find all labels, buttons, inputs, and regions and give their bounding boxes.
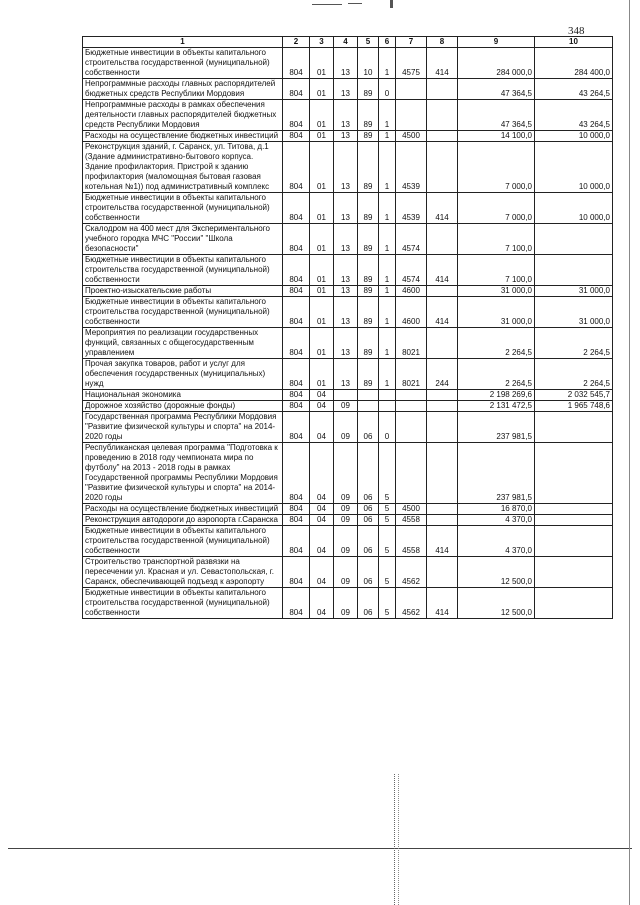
code-cell: 804 <box>283 390 310 401</box>
code-cell: 4500 <box>396 131 427 142</box>
amount-cell: 2 264,5 <box>535 359 613 390</box>
column-header: 8 <box>427 37 458 48</box>
code-cell: 5 <box>379 557 396 588</box>
code-cell: 804 <box>283 79 310 100</box>
code-cell: 01 <box>310 286 334 297</box>
code-cell: 09 <box>334 588 358 619</box>
row-name-cell: Расходы на осуществление бюджетных инвестиций <box>83 131 283 142</box>
code-cell: 4500 <box>396 504 427 515</box>
code-cell: 04 <box>310 390 334 401</box>
code-cell: 5 <box>379 515 396 526</box>
code-cell: 5 <box>379 588 396 619</box>
code-cell: 804 <box>283 297 310 328</box>
table-row <box>83 328 613 359</box>
code-cell: 4574 <box>396 255 427 286</box>
code-cell: 89 <box>358 131 379 142</box>
code-cell: 04 <box>310 443 334 504</box>
amount-cell: 14 100,0 <box>458 131 535 142</box>
amount-cell: 2 264,5 <box>458 328 535 359</box>
code-cell: 01 <box>310 359 334 390</box>
code-cell: 4539 <box>396 142 427 193</box>
table-row <box>83 48 613 79</box>
column-header: 10 <box>535 37 613 48</box>
row-name-cell: Государственная программа Республики Мордовия "Развитие физической культуры и спорта" на 2014-2020 годы <box>83 412 283 443</box>
amount-cell: 7 000,0 <box>458 142 535 193</box>
code-cell: 1 <box>379 100 396 131</box>
code-cell: 1 <box>379 224 396 255</box>
code-cell: 1 <box>379 142 396 193</box>
code-cell <box>427 286 458 297</box>
code-cell: 04 <box>310 588 334 619</box>
code-cell: 4539 <box>396 193 427 224</box>
amount-cell: 7 000,0 <box>458 193 535 224</box>
code-cell: 13 <box>334 359 358 390</box>
table-row <box>83 401 613 412</box>
code-cell: 804 <box>283 255 310 286</box>
code-cell: 89 <box>358 79 379 100</box>
code-cell: 01 <box>310 79 334 100</box>
page-number: 348 <box>568 25 585 37</box>
code-cell <box>427 401 458 412</box>
code-cell: 13 <box>334 79 358 100</box>
amount-cell: 2 032 545,7 <box>535 390 613 401</box>
table-row <box>83 359 613 390</box>
column-header: 7 <box>396 37 427 48</box>
code-cell: 09 <box>334 412 358 443</box>
row-name-cell: Бюджетные инвестиции в объекты капитального строительства государственной (муниципальной) собственности <box>83 193 283 224</box>
row-name-cell: Бюджетные инвестиции в объекты капитального строительства государственной (муниципальной) собственности <box>83 255 283 286</box>
code-cell: 4600 <box>396 286 427 297</box>
code-cell: 1 <box>379 359 396 390</box>
code-cell: 04 <box>310 412 334 443</box>
amount-cell: 16 870,0 <box>458 504 535 515</box>
code-cell: 5 <box>379 504 396 515</box>
code-cell: 5 <box>379 526 396 557</box>
code-cell: 1 <box>379 193 396 224</box>
amount-cell: 31 000,0 <box>458 297 535 328</box>
amount-cell <box>535 412 613 443</box>
code-cell <box>427 412 458 443</box>
code-cell: 89 <box>358 224 379 255</box>
amount-cell: 2 264,5 <box>458 359 535 390</box>
amount-cell <box>535 255 613 286</box>
code-cell: 04 <box>310 515 334 526</box>
code-cell: 01 <box>310 193 334 224</box>
row-name-cell: Республиканская целевая программа "Подготовка к проведению в 2018 году чемпионата мира по футболу" на 2013 - 2018 годы в рамках Государственной программы Республики Мордовия "Развитие физической культуры и спорта" на 2014-2020 годы <box>83 443 283 504</box>
row-name-cell: Непрограммные расходы в рамках обеспечения деятельности главных распорядителей бюджетных средств Республики Мордовия <box>83 100 283 131</box>
code-cell: 0 <box>379 79 396 100</box>
code-cell: 804 <box>283 401 310 412</box>
code-cell: 04 <box>310 526 334 557</box>
code-cell: 4558 <box>396 515 427 526</box>
table-row <box>83 255 613 286</box>
code-cell: 1 <box>379 131 396 142</box>
amount-cell: 10 000,0 <box>535 131 613 142</box>
column-header: 5 <box>358 37 379 48</box>
code-cell: 89 <box>358 193 379 224</box>
row-name-cell: Бюджетные инвестиции в объекты капитального строительства государственной (муниципальной) собственности <box>83 588 283 619</box>
amount-cell: 237 981,5 <box>458 412 535 443</box>
code-cell: 13 <box>334 297 358 328</box>
code-cell: 804 <box>283 557 310 588</box>
code-cell: 804 <box>283 131 310 142</box>
amount-cell: 47 364,5 <box>458 100 535 131</box>
table-body <box>83 48 613 619</box>
amount-cell: 43 264,5 <box>535 100 613 131</box>
table-row <box>83 504 613 515</box>
code-cell: 13 <box>334 328 358 359</box>
code-cell: 804 <box>283 504 310 515</box>
row-name-cell: Дорожное хозяйство (дорожные фонды) <box>83 401 283 412</box>
code-cell: 01 <box>310 255 334 286</box>
amount-cell: 284 000,0 <box>458 48 535 79</box>
code-cell <box>427 142 458 193</box>
row-name-cell: Реконструкция зданий, г. Саранск, ул. Титова, д.1 (Здание административно-бытового корпуса. Здание профилактория. Пристрой к зданию профилактория (маломощная бытовая газовая котельная №1)) под административный комплекс <box>83 142 283 193</box>
code-cell: 13 <box>334 100 358 131</box>
table-row <box>83 390 613 401</box>
code-cell: 13 <box>334 255 358 286</box>
code-cell: 5 <box>379 443 396 504</box>
table-row <box>83 224 613 255</box>
amount-cell: 43 264,5 <box>535 79 613 100</box>
row-name-cell: Бюджетные инвестиции в объекты капитального строительства государственной (муниципальной) собственности <box>83 297 283 328</box>
code-cell: 804 <box>283 48 310 79</box>
amount-cell: 10 000,0 <box>535 142 613 193</box>
code-cell: 06 <box>358 557 379 588</box>
code-cell: 89 <box>358 100 379 131</box>
amount-cell: 237 981,5 <box>458 443 535 504</box>
code-cell: 4558 <box>396 526 427 557</box>
table-row <box>83 557 613 588</box>
row-name-cell: Прочая закупка товаров, работ и услуг для обеспечения государственных (муниципальных) нужд <box>83 359 283 390</box>
row-name-cell: Строительство транспортной развязки на пересечении ул. Красная и ул. Севастопольская, г. Саранск, обеспечивающей подъезд к аэропорту <box>83 557 283 588</box>
code-cell: 01 <box>310 297 334 328</box>
code-cell: 804 <box>283 328 310 359</box>
code-cell: 09 <box>334 443 358 504</box>
code-cell: 89 <box>358 286 379 297</box>
code-cell: 13 <box>334 224 358 255</box>
code-cell <box>427 131 458 142</box>
table-row <box>83 286 613 297</box>
code-cell: 01 <box>310 224 334 255</box>
code-cell <box>358 401 379 412</box>
code-cell: 4562 <box>396 588 427 619</box>
code-cell: 06 <box>358 443 379 504</box>
code-cell: 804 <box>283 443 310 504</box>
table-row <box>83 193 613 224</box>
code-cell: 04 <box>310 504 334 515</box>
amount-cell: 2 131 472,5 <box>458 401 535 412</box>
amount-cell: 2 264,5 <box>535 328 613 359</box>
amount-cell <box>535 557 613 588</box>
amount-cell: 12 500,0 <box>458 588 535 619</box>
column-header: 9 <box>458 37 535 48</box>
table-row <box>83 526 613 557</box>
code-cell: 1 <box>379 255 396 286</box>
page-divider-line <box>8 848 632 849</box>
scan-top-mark <box>312 0 402 8</box>
code-cell: 4562 <box>396 557 427 588</box>
code-cell: 1 <box>379 286 396 297</box>
table-row <box>83 412 613 443</box>
code-cell <box>396 401 427 412</box>
code-cell <box>379 390 396 401</box>
code-cell <box>427 390 458 401</box>
code-cell <box>427 328 458 359</box>
amount-cell: 4 370,0 <box>458 526 535 557</box>
amount-cell: 12 500,0 <box>458 557 535 588</box>
code-cell: 01 <box>310 131 334 142</box>
code-cell: 414 <box>427 193 458 224</box>
column-header: 3 <box>310 37 334 48</box>
code-cell <box>396 390 427 401</box>
code-cell: 0 <box>379 412 396 443</box>
code-cell <box>427 557 458 588</box>
amount-cell: 1 965 748,6 <box>535 401 613 412</box>
amount-cell <box>535 224 613 255</box>
code-cell: 13 <box>334 131 358 142</box>
code-cell: 89 <box>358 255 379 286</box>
scan-edge-line <box>629 0 630 905</box>
column-header: 6 <box>379 37 396 48</box>
table-row <box>83 100 613 131</box>
row-name-cell: Расходы на осуществление бюджетных инвестиций <box>83 504 283 515</box>
code-cell: 414 <box>427 526 458 557</box>
amount-cell <box>535 443 613 504</box>
table-row <box>83 443 613 504</box>
code-cell: 06 <box>358 504 379 515</box>
code-cell: 01 <box>310 328 334 359</box>
code-cell: 4574 <box>396 224 427 255</box>
code-cell <box>396 412 427 443</box>
code-cell <box>427 443 458 504</box>
table-row <box>83 588 613 619</box>
amount-cell: 4 370,0 <box>458 515 535 526</box>
code-cell: 09 <box>334 557 358 588</box>
table-row <box>83 142 613 193</box>
code-cell: 89 <box>358 359 379 390</box>
code-cell <box>427 79 458 100</box>
code-cell: 89 <box>358 297 379 328</box>
code-cell: 09 <box>334 526 358 557</box>
code-cell: 10 <box>358 48 379 79</box>
code-cell: 06 <box>358 412 379 443</box>
code-cell: 06 <box>358 588 379 619</box>
budget-table <box>82 36 613 619</box>
row-name-cell: Бюджетные инвестиции в объекты капитального строительства государственной (муниципальной) собственности <box>83 48 283 79</box>
code-cell <box>427 504 458 515</box>
code-cell: 1 <box>379 48 396 79</box>
table-row <box>83 131 613 142</box>
code-cell: 4575 <box>396 48 427 79</box>
code-cell: 804 <box>283 515 310 526</box>
code-cell: 13 <box>334 48 358 79</box>
row-name-cell: Бюджетные инвестиции в объекты капитального строительства государственной (муниципальной) собственности <box>83 526 283 557</box>
scan-fold-line <box>394 774 399 905</box>
code-cell <box>427 224 458 255</box>
code-cell: 414 <box>427 297 458 328</box>
code-cell: 01 <box>310 142 334 193</box>
code-cell: 414 <box>427 255 458 286</box>
column-header: 2 <box>283 37 310 48</box>
code-cell: 89 <box>358 142 379 193</box>
amount-cell <box>535 515 613 526</box>
code-cell: 804 <box>283 286 310 297</box>
code-cell: 804 <box>283 588 310 619</box>
code-cell: 804 <box>283 412 310 443</box>
table-header-row <box>83 37 613 48</box>
code-cell: 414 <box>427 588 458 619</box>
row-name-cell: Реконструкция автодороги до аэропорта г.Саранска <box>83 515 283 526</box>
amount-cell: 2 198 269,6 <box>458 390 535 401</box>
code-cell <box>427 515 458 526</box>
code-cell: 04 <box>310 557 334 588</box>
code-cell: 01 <box>310 100 334 131</box>
code-cell: 244 <box>427 359 458 390</box>
code-cell: 09 <box>334 401 358 412</box>
code-cell: 01 <box>310 48 334 79</box>
amount-cell: 31 000,0 <box>535 286 613 297</box>
column-header: 1 <box>83 37 283 48</box>
code-cell: 09 <box>334 515 358 526</box>
code-cell <box>396 79 427 100</box>
row-name-cell: Непрограммные расходы главных распорядителей бюджетных средств Республики Мордовия <box>83 79 283 100</box>
code-cell: 8021 <box>396 359 427 390</box>
amount-cell: 10 000,0 <box>535 193 613 224</box>
code-cell: 804 <box>283 100 310 131</box>
table-row <box>83 79 613 100</box>
code-cell: 414 <box>427 48 458 79</box>
amount-cell: 31 000,0 <box>535 297 613 328</box>
table-row <box>83 297 613 328</box>
code-cell: 13 <box>334 286 358 297</box>
code-cell: 804 <box>283 526 310 557</box>
amount-cell: 284 400,0 <box>535 48 613 79</box>
code-cell: 4600 <box>396 297 427 328</box>
code-cell <box>358 390 379 401</box>
code-cell: 804 <box>283 193 310 224</box>
amount-cell: 7 100,0 <box>458 224 535 255</box>
amount-cell: 31 000,0 <box>458 286 535 297</box>
code-cell: 804 <box>283 359 310 390</box>
code-cell: 13 <box>334 193 358 224</box>
code-cell: 1 <box>379 328 396 359</box>
column-header: 4 <box>334 37 358 48</box>
code-cell: 1 <box>379 297 396 328</box>
code-cell: 89 <box>358 328 379 359</box>
code-cell: 06 <box>358 526 379 557</box>
code-cell <box>334 390 358 401</box>
code-cell <box>396 443 427 504</box>
code-cell <box>427 100 458 131</box>
amount-cell <box>535 504 613 515</box>
code-cell: 06 <box>358 515 379 526</box>
code-cell <box>396 100 427 131</box>
code-cell: 13 <box>334 142 358 193</box>
code-cell: 804 <box>283 142 310 193</box>
code-cell: 09 <box>334 504 358 515</box>
row-name-cell: Мероприятия по реализации государственных функций, связанных с общегосударственным управлением <box>83 328 283 359</box>
row-name-cell: Скалодром на 400 мест для Экспериментального учебного городка МЧС "России" "Школа безопасности" <box>83 224 283 255</box>
amount-cell: 47 364,5 <box>458 79 535 100</box>
amount-cell <box>535 588 613 619</box>
row-name-cell: Национальная экономика <box>83 390 283 401</box>
amount-cell: 7 100,0 <box>458 255 535 286</box>
table-row <box>83 515 613 526</box>
row-name-cell: Проектно-изыскательские работы <box>83 286 283 297</box>
code-cell: 04 <box>310 401 334 412</box>
amount-cell <box>535 526 613 557</box>
code-cell: 8021 <box>396 328 427 359</box>
code-cell: 804 <box>283 224 310 255</box>
code-cell <box>379 401 396 412</box>
